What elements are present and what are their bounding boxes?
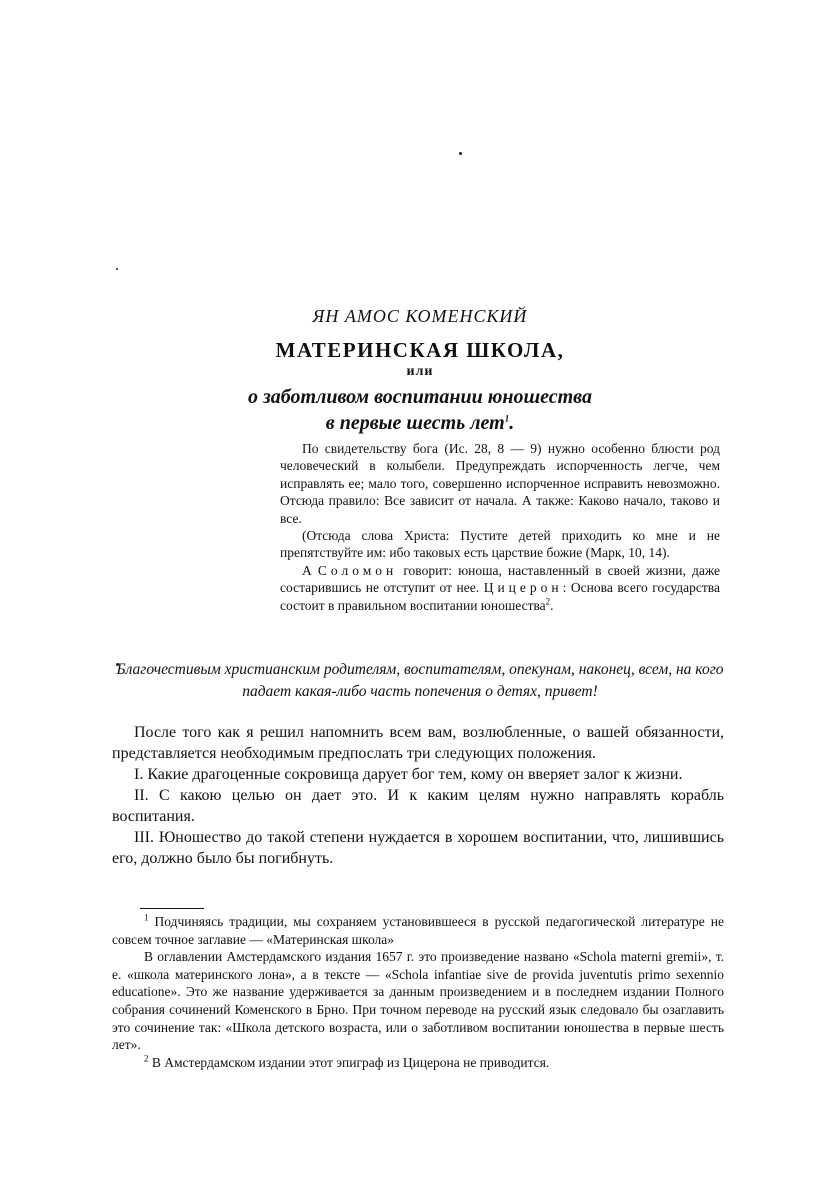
dedication: Благочестивым христианским родителям, воспитателям, опекунам, наконец, всем, на кого падает какая-либо часть попечения о детях, привет! — [116, 661, 724, 700]
subtitle-line-2: в первые шесть лет — [325, 412, 505, 434]
epigraph-paragraph-3: А Соломон говорит: юноша, наставленный в своей жизни, даже состарившись не отступит от нее. Цицерон: Основа всего государства состоит в правильном воспитании юношества$^2$. — [280, 562, 721, 613]
scan-speck — [116, 268, 118, 270]
body-paragraph-1: После того как я решил напомнить всем вам, возлюбленные, о вашей обязанности, представляется необходимым предпослать три следующих положения. — [112, 724, 724, 762]
title-conjunction: или — [406, 364, 434, 379]
body-paragraph-3: II. С какою целью он дает это. И к каким целям нужно направлять корабль воспитания. — [112, 787, 724, 825]
footnote-1: $^1$ Подчиняясь традиции, мы сохраняем установившееся в русской педагогической литературе не совсем точное заглавие — «Материнская школа» — [112, 912, 724, 947]
footnote-ref-2: 2 — [545, 596, 551, 607]
body-paragraph-2: I. Какие драгоценные сокровища дарует бог тем, кому он вверяет залог к жизни. — [134, 766, 683, 783]
footnote-1-continuation: В оглавлении Амстердамского издания 1657 г. это произведение названо «Schola materni gremii», т. е. «школа материнского лона», а в тексте — «Schola infantiae sive de provida juventutis primo sexennio educatione». Это же название удерживается за данным произведением и в последнем издании Полного собрания сочинений Коменского в Брно. При точном переводе на русский язык следовало бы озаглавить это сочинение так: «Школа детского возраста, или о заботливом воспитании юношества в первые шесть лет». — [112, 949, 724, 1053]
scan-speck — [459, 152, 462, 155]
footnote-separator — [140, 908, 204, 909]
footnote-2-mark: 2 — [144, 1053, 149, 1064]
footnote-1-mark: 1 — [144, 912, 149, 923]
subtitle-line-1: о заботливом воспитании юношества — [248, 386, 592, 408]
epigraph-paragraph-1: По свидетельству бога (Ис. 28, 8 — 9) нужно особенно блюсти род человеческий в колыбели. Предупреждать испорченность легче, чем исправлять ее; мало того, совершенно испорченное исправить невозможно. Отсюда правило: Все зависит от начала. А также: Каково начало, таково и все. — [280, 441, 720, 526]
epigraph — [280, 440, 720, 614]
spaced-name-solomon: Соломон — [317, 562, 398, 578]
main-text — [112, 722, 724, 869]
epigraph-paragraph-2: (Отсюда слова Христа: Пустите детей приходить ко мне и не препятствуйте им: ибо таковых есть царствие божие (Марк, 10, 14). — [280, 528, 720, 561]
footnote-2: $^2$ В Амстердамском издании этот эпиграф из Цицерона не приводится. — [144, 1053, 550, 1070]
work-title: МАТЕРИНСКАЯ ШКОЛА, — [275, 338, 565, 362]
spaced-name-cicero: Цицерон — [483, 580, 563, 596]
footnote-ref-1: 1 — [504, 413, 510, 424]
body-paragraph-4: III. Юношество до такой степени нуждается в хорошем воспитании, что, лишившись его, должно было бы погибнуть. — [112, 829, 724, 867]
author-name: ЯН АМОС КОМЕНСКИЙ — [312, 306, 528, 326]
work-subtitle: о заботливом воспитании юношества в первые шесть лет$^1$. — [248, 386, 592, 434]
footnotes — [112, 913, 724, 1071]
